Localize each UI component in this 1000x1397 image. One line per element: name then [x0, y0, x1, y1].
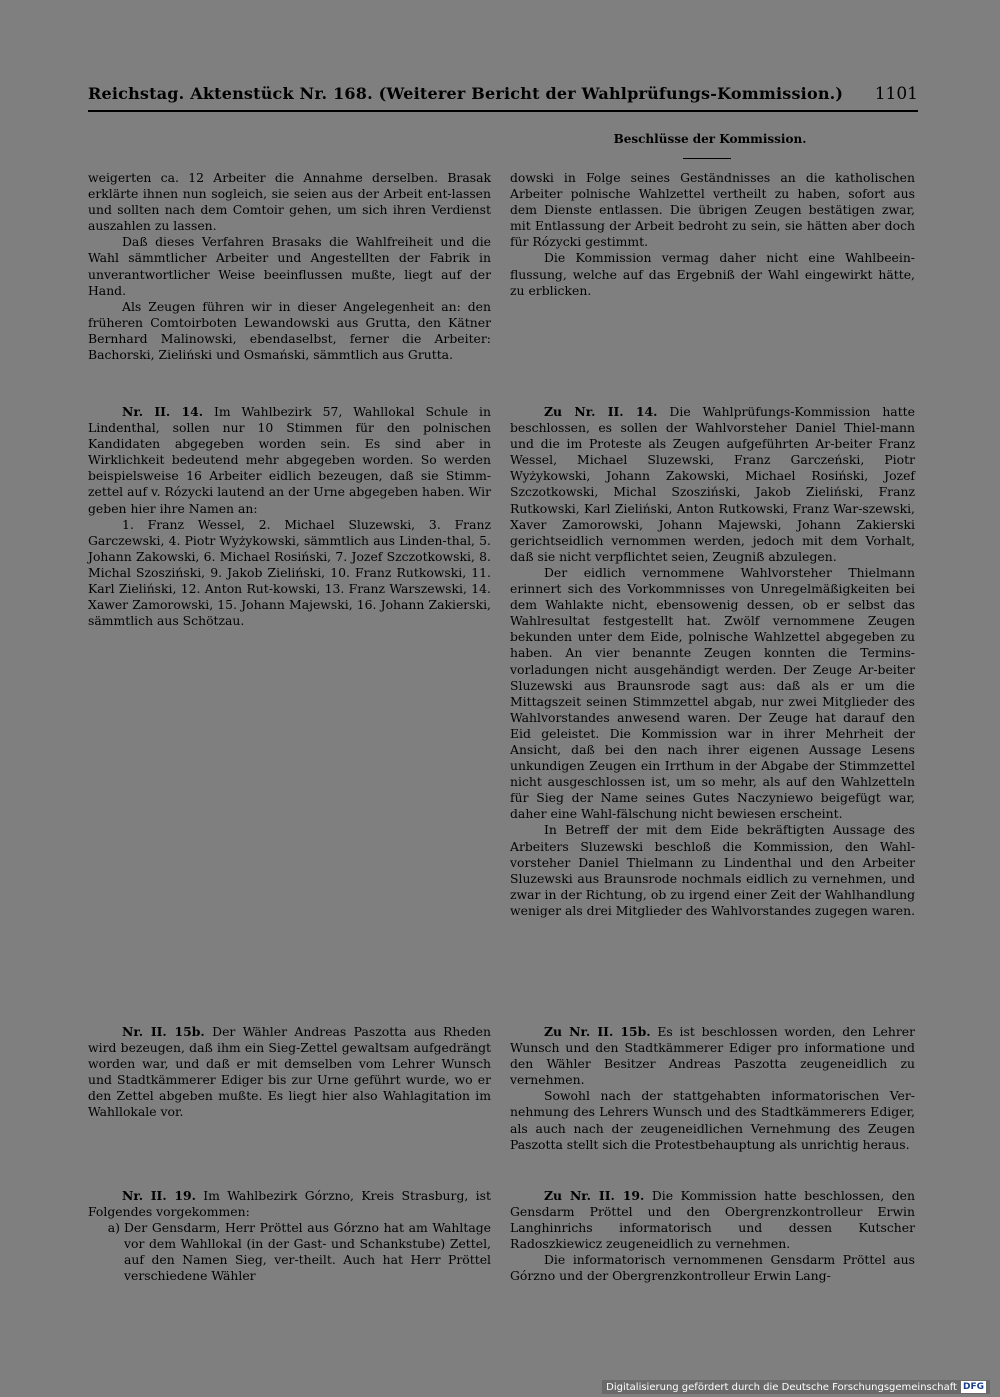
section-lead: Zu Nr. II. 19.: [544, 1188, 645, 1203]
paragraph-text: Es ist beschlossen worden, den Lehrer Wunsch und den Stadtkämmerer Ediger pro informatione und den Wähler Besitzer Andreas Paszotta zeugeneidlich zu vernehmen.: [510, 1024, 915, 1088]
paragraph: [88, 1024, 491, 1121]
paragraph: weigerten ca. 12 Arbeiter die Annahme derselben. Brasak erklärte ihnen nun sogleich, sie seien aus der Arbeit ent-lassen und sollten nach dem Comtoir gehen, um sich ihren Verdienst auszahlen zu lassen.: [88, 170, 491, 234]
footer-text: Digitalisierung gefördert durch die Deutsche Forschungsgemeinschaft: [606, 1381, 957, 1393]
section-1-right: [510, 170, 915, 299]
section-2-right: [510, 404, 915, 919]
section-4-left: [88, 1188, 491, 1285]
paragraph: In Betreff der mit dem Eide bekräftigten Aussage des Arbeiters Sluzewski beschloß die Kommission, den Wahl-vorsteher Daniel Thielmann zu Lindenthal und den Arbeiter Sluzewski aus Braunsrode nochmals eidlich zu vernehmen, und zwar in der Richtung, ob zu irgend einer Zeit der Wahlhandlung weniger als drei Mitglieder des Wahlvorstandes zugegen waren.: [510, 822, 916, 918]
paragraph: Die Kommission vermag daher nicht eine Wahlbeein-flussung, welche auf das Ergebniß der Wahl eingewirkt hätte, zu erblicken.: [510, 250, 915, 298]
header-rule: [88, 110, 918, 112]
page-header: [88, 84, 918, 112]
paragraph: Daß dieses Verfahren Brasaks die Wahlfreiheit und die Wahl sämmtlicher Arbeiter und Angestellten der Fabrik in unverantwortlicher Weise beeinflussen mußte, liegt auf der Hand.: [88, 234, 491, 298]
running-title: Reichstag. Aktenstück Nr. 168. (Weiterer Bericht der Wahlprüfungs-Kommission.): [88, 84, 844, 103]
section-3-right: [510, 1024, 915, 1153]
section-lead: Nr. II. 14.: [122, 404, 204, 419]
paragraph: Die informatorisch vernommenen Gensdarm Pröttel aus Górzno und der Obergrenzkontrolleur Erwin Lang-: [510, 1252, 915, 1284]
section-3-left: [88, 1024, 491, 1121]
paragraph-text: Im Wahlbezirk 57, Wahllokal Schule in Lindenthal, sollen nur 10 Stimmen für den polnischen Kandidaten abgegeben worden sein. Es sind aber in Wirklichkeit bedeutend mehr abgegeben worden. So werden beispielsweise 16 Arbeiter eidlich bezeugen, daß sie Stimm-zettel auf v. Rózycki lautend an der Urne abgegeben haben. Wir geben hier ihre Namen an:: [88, 404, 491, 516]
paragraph-text: Im Wahlbezirk Górzno, Kreis Strasburg, ist Folgendes vorgekommen:: [88, 1188, 491, 1220]
funding-footer: [602, 1380, 990, 1394]
paragraph-text: Der Wähler Andreas Paszotta aus Rheden wird bezeugen, daß ihm ein Sieg-Zettel gewaltsam aufgedrängt worden war, und daß er mit demselben vom Lehrer Wunsch und Stadtkämmerer Ediger bis zur Urne geführt wurde, wo er den Zettel abgeben mußte. Es liegt hier also Wahlagitation im Wahllokale vor.: [88, 1024, 491, 1120]
paragraph: [88, 404, 491, 517]
paragraph: [510, 404, 915, 565]
section-lead: Nr. II. 15b.: [122, 1024, 205, 1039]
dfg-logo: DFG: [962, 1382, 984, 1392]
paragraph-text: Die Kommission hatte beschlossen, den Gensdarm Pröttel und den Obergrenzkontrolleur Erwin Langhinrichs informatorisch und dessen Kutscher Radoszkiewicz zeugeneidlich zu vernehmen.: [510, 1188, 915, 1252]
name-list: 1. Franz Wessel, 2. Michael Sluzewski, 3. Franz Garczewski, 4. Piotr Wyżykowski, sämmtlich aus Linden-thal, 5. Johann Zakowski, 6. Michael Rosiński, 7. Jozef Szczotkowski, 8. Michal Szosziński, 9. Jakob Zieliński, 10. Franz Rutkowski, 11. Karl Zieliński, 12. Anton Rut-kowski, 13. Franz Warszewski, 14. Xawer Zamorowski, 15. Johann Majewski, 16. Johann Zakierski, sämmtlich aus Schötzau.: [88, 516, 491, 629]
paragraph: [510, 1024, 915, 1088]
list-marker: a): [107, 1220, 120, 1236]
section-lead: Zu Nr. II. 14.: [544, 404, 658, 419]
paragraph: [510, 1188, 915, 1252]
section-lead: Zu Nr. II. 15b.: [544, 1024, 651, 1039]
page-number: 1101: [874, 84, 918, 104]
paragraph: Als Zeugen führen wir in dieser Angelegenheit an: den früheren Comtoirboten Lewandowski aus Grutta, den Kätner Bernhard Malinowski, ebendaselbst, ferner die Arbeiter: Bachorski, Zieliński und Osmański, sämmtlich aus Grutta.: [88, 298, 491, 363]
section-1-left: [88, 170, 491, 363]
paragraph: dowski in Folge seines Geständnisses an die katholischen Arbeiter polnische Wahlzettel vertheilt zu haben, sofort aus dem Dienste entlassen. Die übrigen Zeugen bestätigen zwar, mit Entlassung der Arbeit bedroht zu sein, sie hätten aber doch für Rózycki gestimmt.: [510, 170, 915, 250]
list-item: [88, 1220, 491, 1284]
section-2-left: [88, 404, 491, 629]
paragraph-text: Die Wahlprüfungs-Kommission hatte beschlossen, es sollen der Wahlvorsteher Daniel Thiel-mann und die im Proteste als Zeugen aufgeführten Ar-beiter Franz Wessel, Michael Sluzewski, Franz Garczeński, Piotr Wyżykowski, Johann Zakowski, Michael Rosiński, Jozef Szczotkowski, Michal Szosziński, Jakob Zieliński, Franz Rutkowski, Karl Zieliński, Anton Rutkowski, Franz War-szewski, Xaver Zamorowski, Johann Majewski, Johann Zakierski gerichtseidlich vernommen werden, jedoch mit dem Vorhalt, daß sie nicht verpflichtet seien, Zeugniß abzulegen.: [510, 404, 915, 564]
right-column-heading: Beschlüsse der Kommission.: [613, 132, 807, 146]
paragraph: [88, 1188, 491, 1220]
section-lead: Nr. II. 19.: [122, 1188, 196, 1203]
paragraph: Sowohl nach der stattgehabten informatorischen Ver-nehmung des Lehrers Wunsch und des Stadtkämmerers Ediger, als auch nach der zeugeneidlichen Vernehmung des Zeugen Paszotta stellt sich die Protestbehauptung als unrichtig heraus.: [510, 1088, 915, 1152]
section-4-right: [510, 1188, 915, 1285]
list-item-text: Der Gensdarm, Herr Pröttel aus Górzno hat am Wahltage vor dem Wahllokal (in der Gast- und Schankstube) Zettel, auf den Namen Sieg, ver-theilt. Auch hat Herr Pröttel verschiedene Wähler: [124, 1220, 491, 1284]
heading-rule: [683, 158, 731, 159]
paragraph: Der eidlich vernommene Wahlvorsteher Thielmann erinnert sich des Vorkommnisses von Unregelmäßigkeiten bei dem Wahlakte nicht, ebensowenig dessen, ob er selbst das Wahlresultat festgestellt hat. Zwölf vernommene Zeugen bekunden unter dem Eide, polnische Wahlzettel abgegeben zu haben. An vier benannte Zeugen konnten die Termins-vorladungen nicht ausgehändigt werden. Der Zeuge Ar-beiter Sluzewski aus Braunsrode sagt aus: daß als er um die Mittagszeit seinen Stimmzettel abgab, nur zwei Mitglieder des Wahlvorstandes anwesend waren. Der Zeuge hat darauf den Eid geleistet. Die Kommission war in ihrer Mehrheit der Ansicht, daß bei den nach ihrer eigenen Aussage Lesens unkundigen Zeugen ein Irrthum in der Abgabe der Stimmzettel nicht ausgeschlossen ist, um so mehr, als auf den Wahlzetteln für Sieg der Name seines Gutes Naczyniewo beigefügt war, daher eine Wahl-fälschung nicht bewiesen erscheint.: [510, 564, 915, 822]
